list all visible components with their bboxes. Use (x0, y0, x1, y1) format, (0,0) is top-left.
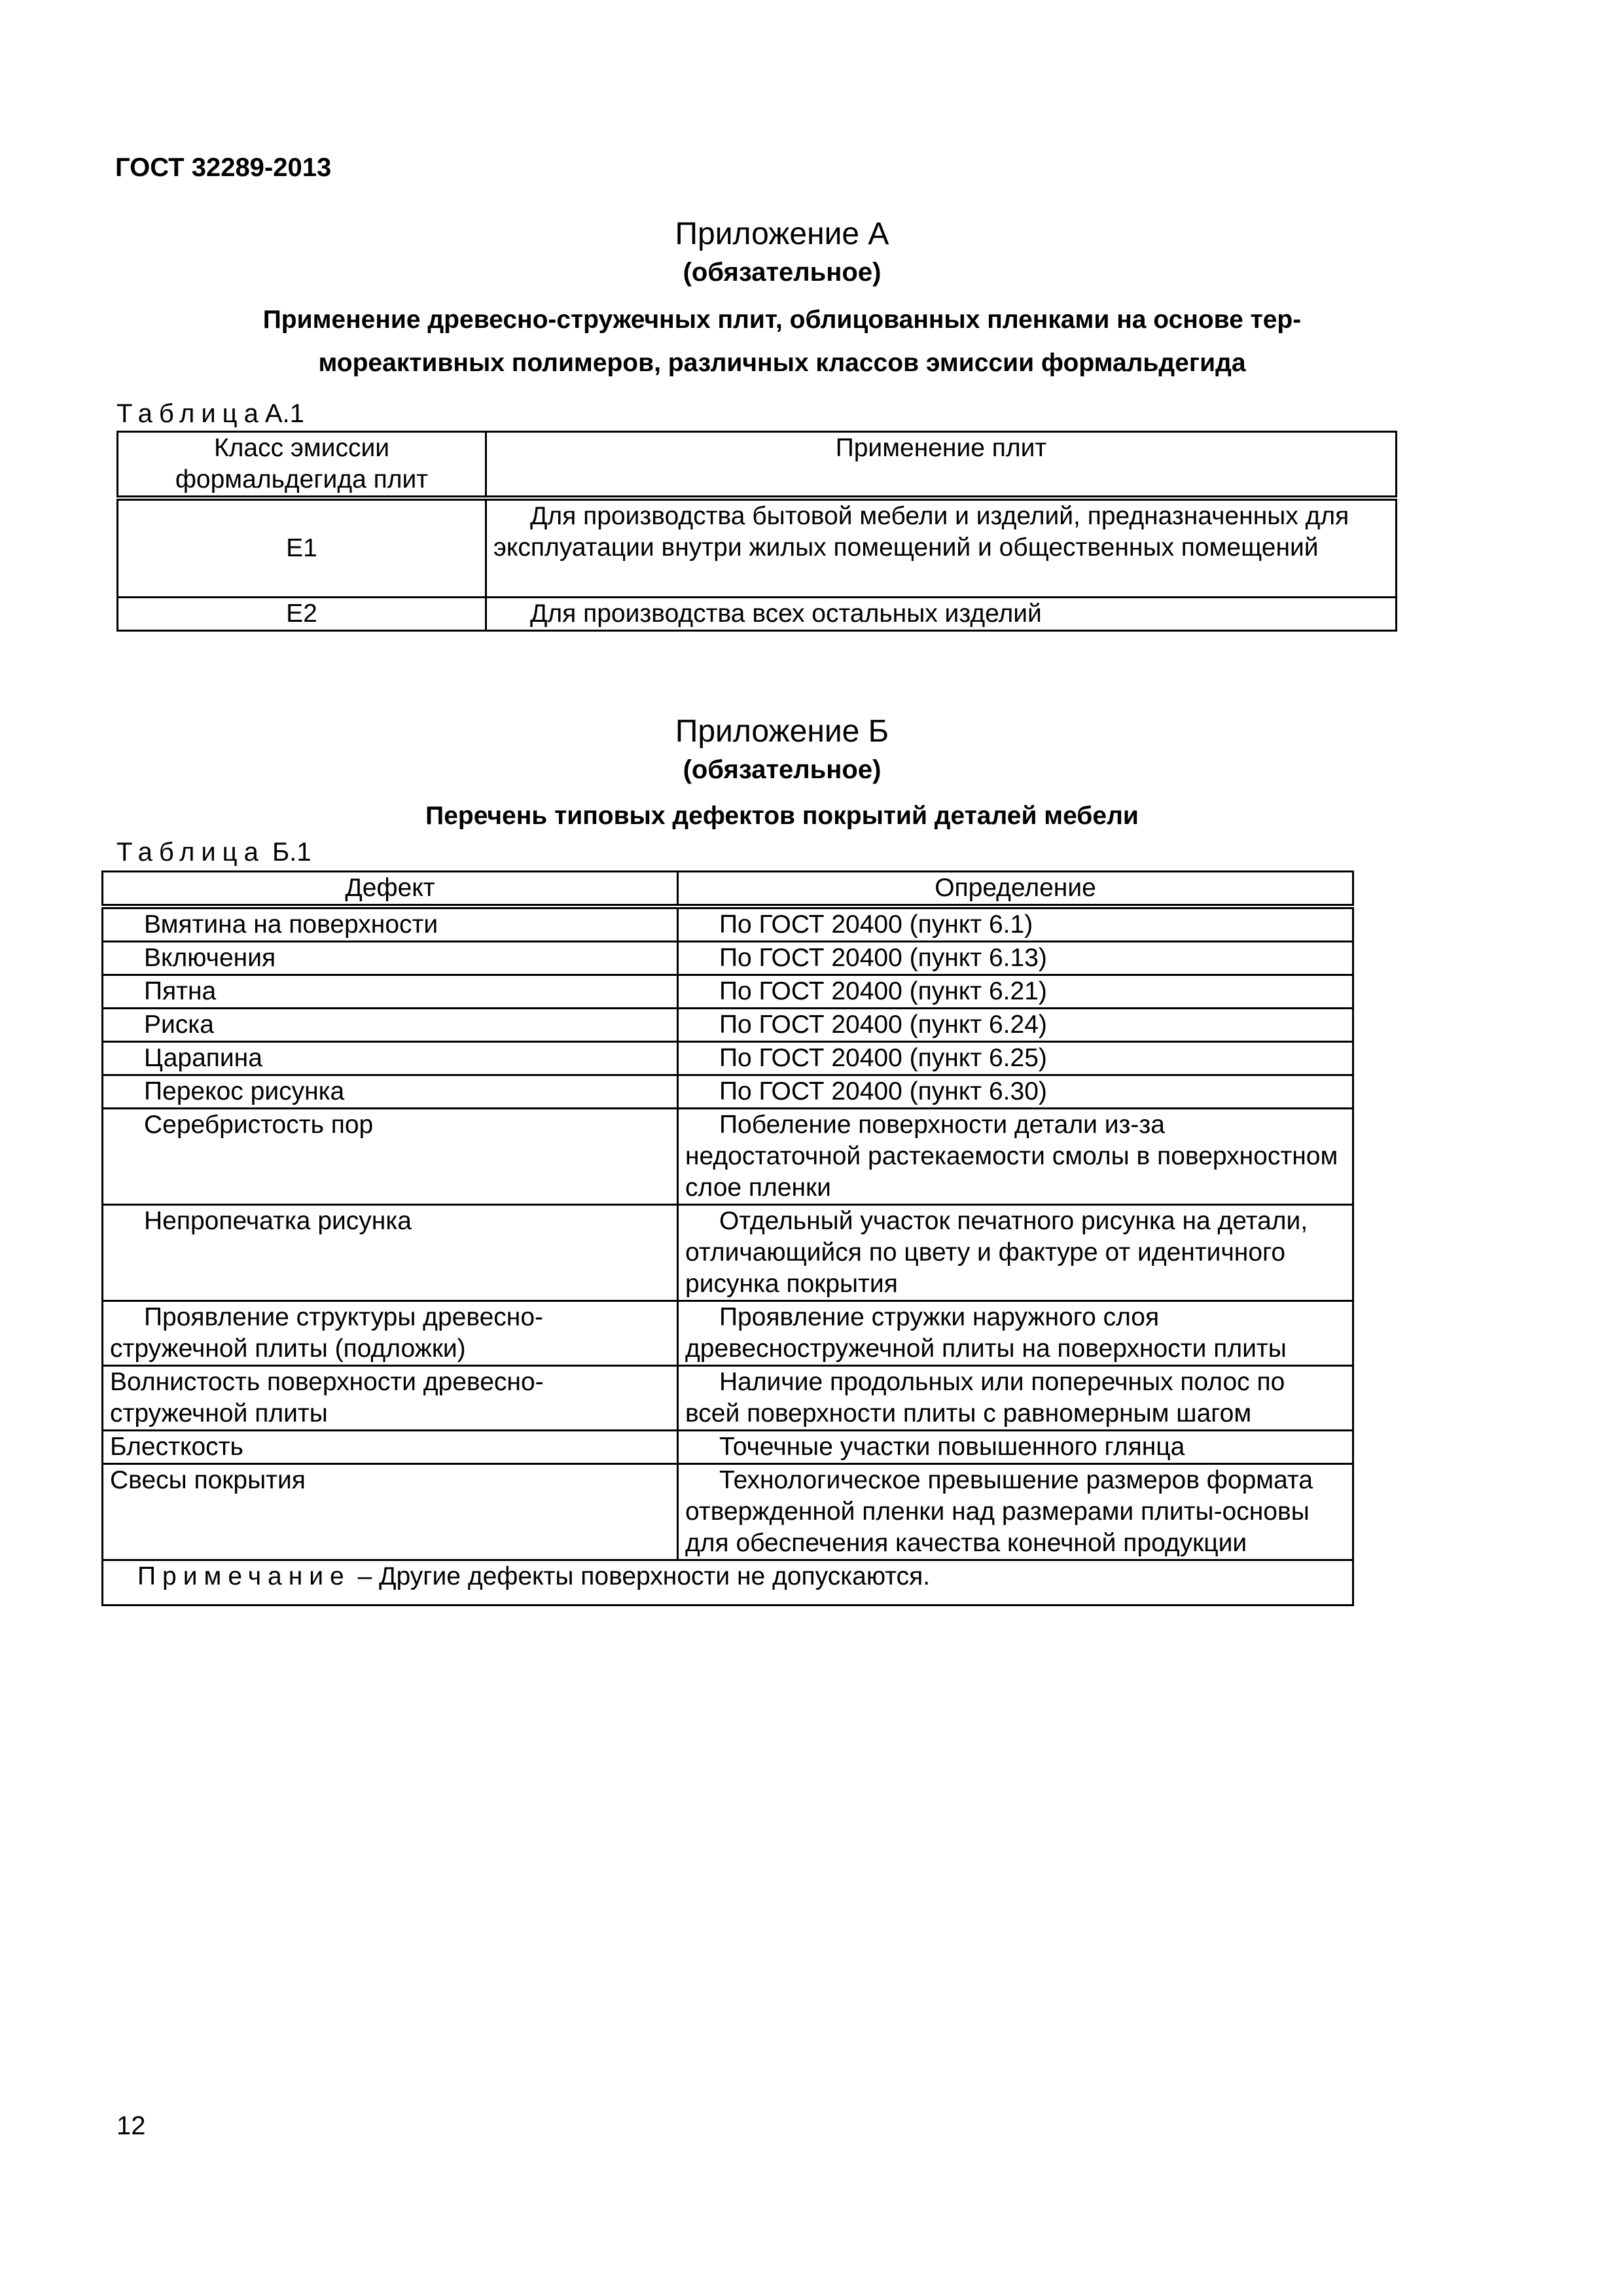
table-b-defect-cell: Вмятина на поверхности (103, 906, 678, 942)
table-a-class-cell: Е1 (118, 498, 486, 598)
table-b-definition-cell: По ГОСТ 20400 (пункт 6.30) (678, 1075, 1353, 1109)
table-row (118, 598, 1397, 631)
appendix-a-subject (157, 298, 1407, 385)
table-b-definition-cell: Побеление поверхности детали из-за недостаточной растекаемости смолы в поверхностном слое пленки (678, 1109, 1353, 1205)
table-b-definition-cell: По ГОСТ 20400 (пункт 6.13) (678, 942, 1353, 975)
table-b-note-text: – Другие дефекты поверхности не допускаются. (357, 1562, 931, 1590)
appendix-b-title: Приложение Б (675, 714, 889, 749)
table-b-defect-cell: Волнистость поверхности древесно-стружечной плиты (103, 1366, 678, 1431)
table-a-caption-number: А.1 (264, 399, 304, 428)
table-b-definition-cell: По ГОСТ 20400 (пункт 6.21) (678, 975, 1353, 1009)
table-b-header-defect: Дефект (103, 872, 678, 907)
table-row (103, 1464, 1353, 1560)
table-a-caption (116, 399, 304, 429)
appendix-b-status: (обязательное) (683, 755, 882, 784)
page-number: 12 (116, 2111, 146, 2140)
table-b-definition-cell: По ГОСТ 20400 (пункт 6.1) (678, 906, 1353, 942)
table-a-caption-word: Таблица (116, 399, 265, 428)
table-b-caption (116, 838, 312, 867)
table-b-defect-cell: Проявление структуры древесно-стружечной плиты (подложки) (103, 1301, 678, 1366)
table-row (103, 1109, 1353, 1205)
table-row (103, 975, 1353, 1009)
table-b-definition-cell: По ГОСТ 20400 (пункт 6.25) (678, 1042, 1353, 1075)
appendix-b-subject: Перечень типовых дефектов покрытий деталей мебели (425, 802, 1139, 830)
table-b (101, 870, 1354, 1606)
table-b-defect-cell: Свесы покрытия (103, 1464, 678, 1560)
table-b-definition-cell: Отдельный участок печатного рисунка на детали, отличающийся по цвету и фактуре от идентичного рисунка покрытия (678, 1205, 1353, 1301)
table-b-note-label: Примечание (137, 1562, 351, 1590)
table-row (103, 1366, 1353, 1431)
table-a-class-cell: Е2 (118, 598, 486, 631)
appendix-a-status: (обязательное) (683, 258, 882, 287)
table-b-definition-cell: Технологическое превышение размеров формата отвержденной пленки над размерами плиты-основы для обеспечения качества конечной продукции (678, 1464, 1353, 1560)
table-a-application-cell: Для производства всех остальных изделий (486, 598, 1397, 631)
appendix-a-subject-line1: Применение древесно-стружечных плит, облицованных пленками на основе тер- (262, 306, 1302, 334)
table-row (103, 1205, 1353, 1301)
appendix-a-subject-line2: мореактивных полимеров, различных классов эмиссии формальдегида (318, 349, 1246, 377)
table-a-header-row (118, 432, 1397, 499)
table-b-defect-cell: Серебристость пор (103, 1109, 678, 1205)
table-row (103, 1075, 1353, 1109)
table-b-definition-cell: Точечные участки повышенного глянца (678, 1431, 1353, 1464)
table-b-definition-cell: По ГОСТ 20400 (пункт 6.24) (678, 1009, 1353, 1042)
table-b-header-definition: Определение (678, 872, 1353, 907)
document-code: ГОСТ 32289-2013 (115, 153, 332, 182)
table-b-note-row (103, 1560, 1353, 1605)
appendix-a-title: Приложение А (675, 217, 889, 251)
table-b-note (103, 1560, 1353, 1605)
table-b-header-row (103, 872, 1353, 907)
table-b-definition-cell: Наличие продольных или поперечных полос по всей поверхности плиты с равномерным шагом (678, 1366, 1353, 1431)
table-row (118, 498, 1397, 598)
table-b-defect-cell: Непропечатка рисунка (103, 1205, 678, 1301)
table-row (103, 906, 1353, 942)
table-row (103, 942, 1353, 975)
table-b-definition-cell: Проявление стружки наружного слоя древесностружечной плиты на поверхности плиты (678, 1301, 1353, 1366)
table-a (116, 431, 1397, 632)
table-b-caption-number: Б.1 (272, 838, 312, 867)
table-row (103, 1009, 1353, 1042)
table-row (103, 1301, 1353, 1366)
table-row (103, 1042, 1353, 1075)
table-row (103, 1431, 1353, 1464)
table-b-defect-cell: Перекос рисунка (103, 1075, 678, 1109)
table-a-header-application: Применение плит (486, 432, 1397, 499)
table-b-defect-cell: Блесткость (103, 1431, 678, 1464)
table-a-header-class: Класс эмиссии формальдегида плит (118, 432, 486, 499)
table-b-defect-cell: Включения (103, 942, 678, 975)
table-b-caption-word: Таблица (116, 838, 265, 867)
table-b-defect-cell: Пятна (103, 975, 678, 1009)
table-a-application-cell: Для производства бытовой мебели и изделий, предназначенных для эксплуатации внутри жилых помещений и общественных помещений (486, 498, 1397, 598)
table-b-defect-cell: Царапина (103, 1042, 678, 1075)
table-b-defect-cell: Риска (103, 1009, 678, 1042)
